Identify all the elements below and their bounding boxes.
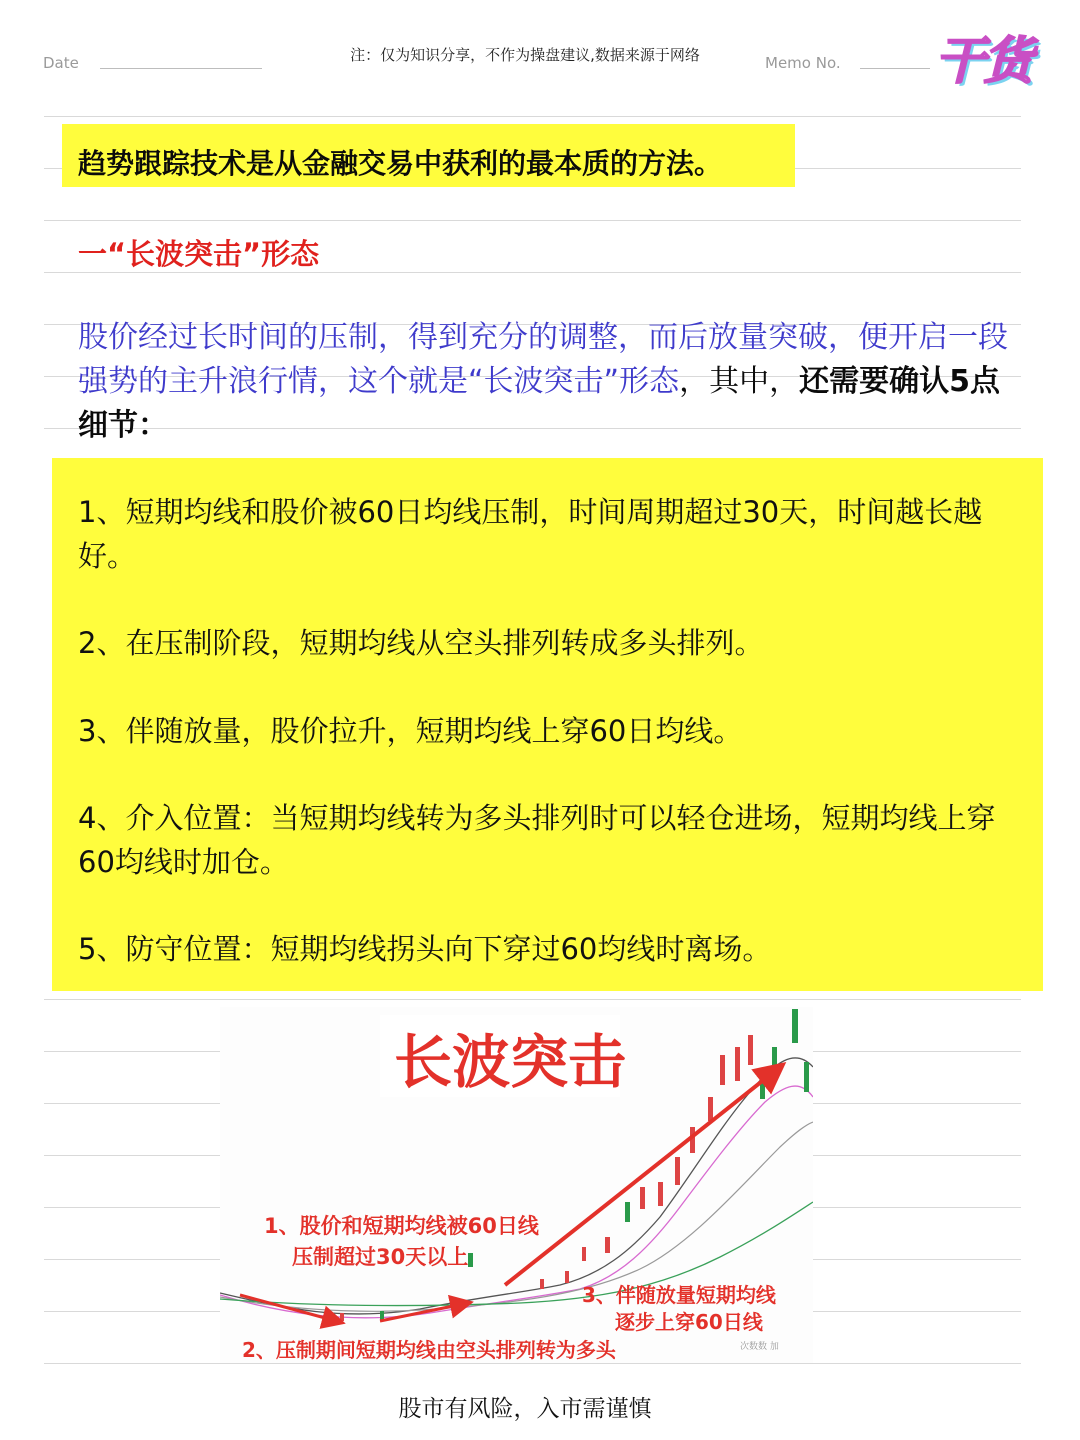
intro-paragraph xyxy=(78,316,1028,448)
detail-item-2: 2、在压制阶段，短期均线从空头排列转成多头排列。 xyxy=(78,626,764,660)
arrow-compression xyxy=(240,1295,340,1322)
footer-disclaimer: 股市有风险，入市需谨慎 xyxy=(398,1396,652,1422)
detail-item-5: 5、防守位置：短期均线拐头向下穿过60均线时离场。 xyxy=(78,932,772,966)
figure-watermark: 次数数 加 xyxy=(740,1342,779,1352)
stamp-text: 干货 xyxy=(935,32,1031,90)
disclaimer-note: 注：仅为知识分享，不作为操盘建议,数据来源于网络 xyxy=(350,46,700,64)
intro-plain-text: ，其中， xyxy=(679,364,800,399)
annotation-3-line1: 3、伴随放量短期均线 xyxy=(582,1283,776,1307)
section-heading: 一“长波突击”形态 xyxy=(78,237,320,271)
pattern-figure xyxy=(220,1007,813,1363)
annotation-1-line1: 1、股价和短期均线被60日线 xyxy=(264,1214,539,1238)
annotation-1-line2: 压制超过30天以上 xyxy=(292,1245,469,1269)
page-title: 趋势跟踪技术是从金融交易中获利的最本质的方法。 xyxy=(78,147,723,180)
date-label: Date xyxy=(43,54,79,72)
intro-bold-text: 还需要确认5点细节： xyxy=(78,364,1000,443)
arrow-breakout xyxy=(505,1067,780,1285)
figure-title: 长波突击 xyxy=(393,1028,627,1096)
detail-item-4: 4、介入位置：当短期均线转为多头排列时可以轻仓进场，短期均线上穿60均线时加仓。 xyxy=(78,801,996,879)
intro-blue-text: 股价经过长时间的压制，得到充分的调整，而后放量突破，便开启一段强势的主升浪行情，这个就是“长波突击”形态 xyxy=(78,320,1008,399)
stamp-logo xyxy=(918,26,1048,96)
annotation-2: 2、压制期间短期均线由空头排列转为多头 xyxy=(242,1338,616,1362)
detail-item-3: 3、伴随放量，股价拉升，短期均线上穿60日均线。 xyxy=(78,714,743,748)
detail-item-1: 1、短期均线和股价被60日均线压制，时间周期超过30天，时间越长越好。 xyxy=(78,495,983,573)
pattern-chart xyxy=(220,1007,813,1363)
annotation-3-line2: 逐步上穿60日线 xyxy=(615,1310,763,1334)
memo-label: Memo No. xyxy=(765,54,841,72)
date-line xyxy=(100,68,262,69)
